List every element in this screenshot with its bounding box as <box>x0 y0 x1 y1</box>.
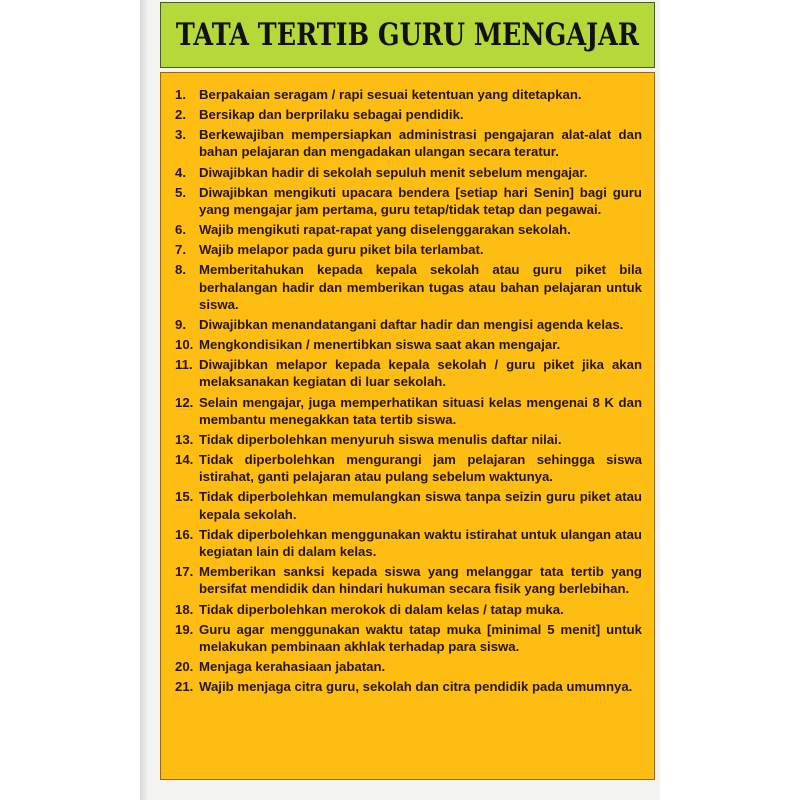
rule-text: Tidak diperbolehkan menyuruh siswa menulis daftar nilai. <box>199 431 562 447</box>
rule-item <box>175 184 642 219</box>
rule-item <box>175 488 642 523</box>
rule-number: 1. <box>175 87 186 102</box>
rules-panel <box>160 72 655 780</box>
rule-item <box>175 526 642 561</box>
rule-number: 15. <box>175 489 194 505</box>
rule-item <box>175 678 642 695</box>
rule-text: Diwajibkan mengikuti upacara bendera [setiap hari Senin] bagi guru yang mengajar jam pertama, guru tetap/tidak tetap dan pegawai. <box>199 184 642 217</box>
rule-number: 12. <box>175 394 194 410</box>
rule-number: 17. <box>175 564 194 580</box>
rule-text: Memberitahukan kepada kepala sekolah atau guru piket bila berhalangan hadir dan memberikan tugas atau bahan pelajaran untuk siswa. <box>199 262 642 312</box>
rule-text: Bersikap dan berprilaku sebagai pendidik. <box>199 107 464 123</box>
rule-number: 3. <box>175 127 186 143</box>
rule-text: Guru agar menggunakan waktu tatap muka [minimal 5 menit] untuk melakukan pembinaan akhlak terhadap para siswa. <box>199 621 642 654</box>
rule-text: Tidak diperbolehkan mengurangi jam pelajaran sehingga siswa istirahat, ganti pelajaran atau pulang sebelum waktunya. <box>199 452 642 485</box>
rule-text: Berpakaian seragam / rapi sesuai ketentuan yang ditetapkan. <box>199 87 582 102</box>
rule-item <box>175 601 642 618</box>
rule-number: 19. <box>175 621 194 637</box>
rule-text: Diwajibkan menandatangani daftar hadir dan mengisi agenda kelas. <box>199 316 624 332</box>
rule-text: Tidak diperbolehkan menggunakan waktu istirahat untuk ulangan atau kegiatan lain di dalam kelas. <box>199 526 642 560</box>
rule-number: 7. <box>175 242 186 258</box>
rule-text: Berkewajiban mempersiapkan administrasi pengajaran alat-alat dan bahan pelajaran dan mengadakan ulangan secara teratur. <box>199 127 642 160</box>
rule-item <box>175 106 642 123</box>
title-banner <box>160 2 655 68</box>
rule-number: 2. <box>175 107 186 123</box>
rule-number: 6. <box>175 222 186 238</box>
rule-text: Wajib mengikuti rapat-rapat yang diselenggarakan sekolah. <box>199 222 571 238</box>
rule-text: Tidak diperbolehkan memulangkan siswa tanpa seizin guru piket atau kepala sekolah. <box>199 489 642 522</box>
poster-edge-shadow <box>140 0 148 800</box>
rule-text: Selain mengajar, juga memperhatikan situasi kelas mengenai 8 K dan membantu menegakkan tata tertib siswa. <box>199 394 642 427</box>
rule-text: Wajib menjaga citra guru, sekolah dan citra pendidik pada umumnya. <box>199 679 633 695</box>
rule-item <box>175 241 642 258</box>
rule-text: Menjaga kerahasiaan jabatan. <box>199 659 386 675</box>
rule-text: Mengkondisikan / menertibkan siswa saat akan mengajar. <box>199 337 561 353</box>
rule-item <box>175 164 642 181</box>
rule-item <box>175 658 642 675</box>
rule-item <box>175 221 642 238</box>
rule-item <box>175 126 642 161</box>
rule-number: 11. <box>175 357 193 373</box>
rule-number: 14. <box>175 452 194 467</box>
poster-title: TATA TERTIB GURU MENGAJAR <box>175 17 640 53</box>
rule-text: Diwajibkan hadir di sekolah sepuluh menit sebelum mengajar. <box>199 164 588 180</box>
rule-item <box>175 86 642 103</box>
rule-item <box>175 261 642 313</box>
rule-number: 20. <box>175 659 194 675</box>
rule-number: 5. <box>175 184 186 200</box>
rule-text: Diwajibkan melapor kepada kepala sekolah / guru piket jika akan melaksanakan kegiatan di luar sekolah. <box>199 357 642 390</box>
rule-item <box>175 451 642 486</box>
rule-number: 9. <box>175 316 186 332</box>
rule-item <box>175 563 642 598</box>
rule-number: 21. <box>175 679 194 695</box>
rule-number: 8. <box>175 262 186 278</box>
rule-text: Memberikan sanksi kepada siswa yang melanggar tata tertib yang bersifat mendidik dan hindari hukuman secara fisik yang berlebihan. <box>199 564 642 597</box>
rule-item <box>175 621 642 656</box>
rule-number: 10. <box>175 337 194 353</box>
rule-item <box>175 431 642 448</box>
rule-number: 13. <box>175 431 194 447</box>
rule-number: 16. <box>175 526 194 542</box>
rule-item <box>175 336 642 353</box>
rule-text: Tidak diperbolehkan merokok di dalam kelas / tatap muka. <box>199 601 564 617</box>
rule-number: 18. <box>175 601 194 617</box>
rule-item <box>175 316 642 333</box>
rule-item <box>175 356 642 391</box>
rule-number: 4. <box>175 164 186 180</box>
rule-text: Wajib melapor pada guru piket bila terlambat. <box>199 242 484 258</box>
rule-item <box>175 394 642 429</box>
